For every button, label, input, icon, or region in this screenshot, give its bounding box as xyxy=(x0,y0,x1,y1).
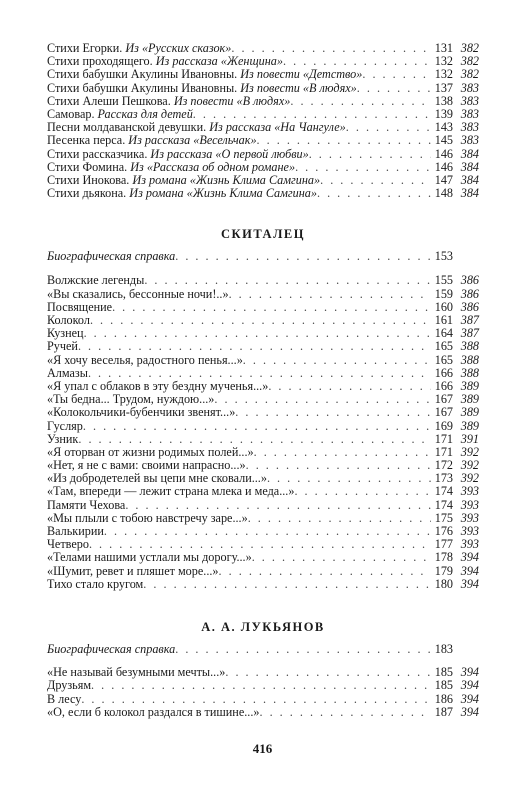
entry-notes-page: 394 xyxy=(460,691,479,706)
entry-source: Из рассказа «Весельчак» xyxy=(128,133,257,148)
entry-page: 166 xyxy=(434,378,453,393)
entry-title-text: Стихи Фомина. xyxy=(47,159,131,174)
toc-page xyxy=(47,42,479,719)
entry-page: 137 xyxy=(434,80,453,95)
entry-page: 185 xyxy=(434,678,453,693)
entry-notes-page: 384 xyxy=(460,172,479,187)
entry-notes-page: 383 xyxy=(460,133,479,148)
entry-title: Четверо xyxy=(47,537,89,552)
bio-page: 153 xyxy=(434,249,453,264)
entry-notes-page: 392 xyxy=(460,458,479,473)
entry-title: «Я оторван от жизни родимых полей...» xyxy=(47,444,254,459)
entry-source: Из рассказа «О первой любви» xyxy=(150,146,309,161)
entry-notes-page: 394 xyxy=(460,704,479,719)
entry-title: «Телами нашими устлали мы дорогу...» xyxy=(47,550,252,565)
entry-notes-page: 389 xyxy=(460,418,479,433)
entry-title: В лесу xyxy=(47,691,82,706)
entry-page: 165 xyxy=(434,352,453,367)
entry-page: 180 xyxy=(434,576,453,591)
entry-title: «Нет, я не с вами: своими напрасно...» xyxy=(47,458,246,473)
toc-section-lukyanov xyxy=(47,666,479,719)
entry-page: 173 xyxy=(434,471,453,486)
entry-notes-page: 382 xyxy=(460,67,479,82)
entry-page: 132 xyxy=(434,54,453,69)
entry-title: Ручей xyxy=(47,339,78,354)
entry-title-text: Стихи Алеши Пешкова. xyxy=(47,93,174,108)
entry-source: Из «Русских сказок» xyxy=(125,41,232,55)
entry-title: «Не называй безумными мечты...» xyxy=(47,665,226,680)
entry-title: Волжские легенды xyxy=(47,273,145,288)
entry-page: 132 xyxy=(434,67,453,82)
entry-page: 161 xyxy=(434,313,453,327)
entry-source: Из романа «Жизнь Клима Самгина» xyxy=(129,186,317,201)
toc-entry xyxy=(47,679,479,692)
entry-title-text: Песенка перса. xyxy=(47,133,129,148)
toc-entry xyxy=(47,274,479,287)
entry-page: 146 xyxy=(434,159,453,174)
entry-page: 160 xyxy=(434,299,453,314)
entry-page: 139 xyxy=(434,106,453,121)
entry-page: 174 xyxy=(434,484,453,499)
entry-title xyxy=(47,187,317,200)
entry-title: «Там, впереди — лежит страна млека и меда...» xyxy=(47,484,295,499)
entry-title-text: Стихи бабушки Акулины Ивановны. xyxy=(47,80,241,95)
entry-notes-page: 382 xyxy=(460,54,479,69)
entry-page: 169 xyxy=(434,418,453,433)
entry-page: 167 xyxy=(434,405,453,420)
entry-notes-page: 383 xyxy=(460,120,479,135)
entry-notes-page: 389 xyxy=(460,378,479,393)
bio-page: 183 xyxy=(434,641,453,656)
entry-title: «Колокольчики-бубенчики звенят...» xyxy=(47,405,236,420)
entry-page: 177 xyxy=(434,537,453,552)
entry-source: Рассказ для детей xyxy=(97,106,193,121)
entry-page: 165 xyxy=(434,339,453,354)
toc-entry xyxy=(47,187,479,200)
entry-page: 176 xyxy=(434,524,453,538)
entry-notes-page: 382 xyxy=(460,41,479,55)
toc-entry xyxy=(47,301,479,314)
toc-entry xyxy=(47,485,479,498)
toc-entry xyxy=(47,512,479,525)
entry-page: 172 xyxy=(434,458,453,473)
entry-page: 159 xyxy=(434,286,453,301)
bio-label: Биографическая справка xyxy=(47,641,176,656)
toc-entry xyxy=(47,525,479,538)
entry-notes-page: 393 xyxy=(460,510,479,525)
entry-notes-page: 384 xyxy=(460,146,479,161)
entry-notes-page: 394 xyxy=(460,665,479,680)
entry-source: Из повести «Детство» xyxy=(240,67,363,82)
entry-notes-page: 393 xyxy=(460,484,479,499)
toc-entry xyxy=(47,314,479,327)
entry-source: Из рассказа «На Чангуле» xyxy=(209,120,346,135)
toc-entry xyxy=(47,706,479,719)
entry-title: «Ты бедна... Трудом, нуждою...» xyxy=(47,392,215,407)
entry-title: Узник xyxy=(47,431,79,446)
entry-title: «Я хочу веселья, радостного пенья...» xyxy=(47,352,243,367)
entry-notes-page: 393 xyxy=(460,524,479,538)
entry-notes-page: 383 xyxy=(460,80,479,95)
toc-entry xyxy=(47,367,479,380)
entry-title-text: Стихи Егорки. xyxy=(47,41,126,55)
entry-notes-page: 383 xyxy=(460,93,479,108)
section-heading-skitalets: СКИТАЛЕЦ xyxy=(221,227,305,242)
entry-title-text: Стихи Инокова. xyxy=(47,172,133,187)
entry-page: 175 xyxy=(434,510,453,525)
toc-entry xyxy=(47,288,479,301)
entry-notes-page: 388 xyxy=(460,365,479,380)
toc-entry xyxy=(47,327,479,340)
entry-title: «Я упал с облаков в эту бездну мученья...» xyxy=(47,378,269,393)
entry-page: 178 xyxy=(434,550,453,565)
entry-source: Из рассказа «Женщина» xyxy=(155,54,283,69)
entry-title: Посвящение xyxy=(47,299,113,314)
entry-page: 179 xyxy=(434,563,453,578)
bio-entry-skitalets xyxy=(47,250,479,263)
entry-page: 166 xyxy=(434,365,453,380)
entry-page: 171 xyxy=(434,431,453,446)
entry-page: 185 xyxy=(434,665,453,680)
entry-source: Из повести «В людях» xyxy=(173,93,291,108)
toc-section-gorky xyxy=(47,42,479,200)
entry-page: 145 xyxy=(434,133,453,148)
entry-page: 174 xyxy=(434,497,453,512)
entry-notes-page: 383 xyxy=(460,106,479,121)
entry-title: Алмазы xyxy=(47,365,88,380)
entry-notes-page: 386 xyxy=(460,299,479,314)
entry-page: 143 xyxy=(434,120,453,135)
entry-title: «Из добродетелей вы цепи мне сковали...» xyxy=(47,471,267,486)
entry-page: 131 xyxy=(434,41,453,55)
entry-notes-page: 393 xyxy=(460,497,479,512)
entry-notes-page: 394 xyxy=(460,576,479,591)
toc-entry xyxy=(47,666,479,679)
toc-entry xyxy=(47,406,479,419)
entry-page: 164 xyxy=(434,326,453,341)
entry-notes-page: 388 xyxy=(460,352,479,367)
entry-title: Колокол xyxy=(47,313,90,327)
entry-title-text: Стихи рассказчика. xyxy=(47,146,151,161)
entry-notes-page: 394 xyxy=(460,563,479,578)
entry-title: «Вы сказались, бессонные ночи!..» xyxy=(47,286,229,301)
entry-title: «Шумит, ревет и пляшет море...» xyxy=(47,563,219,578)
entry-notes-page: 384 xyxy=(460,159,479,174)
entry-notes-page: 386 xyxy=(460,273,479,288)
entry-title-text: Стихи дьякона. xyxy=(47,186,130,201)
entry-notes-page: 387 xyxy=(460,326,479,341)
toc-entry xyxy=(47,565,479,578)
entry-page: 148 xyxy=(434,186,453,201)
entry-source: Из повести «В людях» xyxy=(240,80,357,95)
entry-notes-page: 389 xyxy=(460,405,479,420)
entry-notes-page: 389 xyxy=(460,392,479,407)
section-heading-lukyanov: А. А. ЛУКЬЯНОВ xyxy=(201,619,325,634)
entry-page: 186 xyxy=(434,691,453,706)
entry-title: Кузнец xyxy=(47,326,84,341)
entry-title-text: Стихи бабушки Акулины Ивановны. xyxy=(47,67,241,82)
toc-entry xyxy=(47,551,479,564)
entry-title: Друзьям xyxy=(47,678,92,693)
page-number: 416 xyxy=(252,741,273,756)
entry-notes-page: 388 xyxy=(460,339,479,354)
entry-notes-page: 384 xyxy=(460,186,479,201)
toc-entry xyxy=(47,693,479,706)
entry-title: Тихо стало кругом xyxy=(47,576,144,591)
entry-source: Из романа «Жизнь Клима Самгина» xyxy=(132,172,321,187)
entry-notes-page: 392 xyxy=(460,444,479,459)
toc-entry xyxy=(47,499,479,512)
entry-title-text: Самовар. xyxy=(47,106,98,121)
toc-entry xyxy=(47,578,479,591)
toc-entry xyxy=(47,420,479,433)
entry-notes-page: 394 xyxy=(460,550,479,565)
entry-title: «О, если б колокол раздался в тишине...» xyxy=(47,704,260,719)
entry-title-text: Стихи проходящего. xyxy=(47,54,156,69)
bio-entry-lukyanov xyxy=(47,643,479,656)
toc-section-skitalets xyxy=(47,274,479,591)
entry-page: 187 xyxy=(434,704,453,719)
entry-title: Гусляр xyxy=(47,418,83,433)
entry-notes-page: 392 xyxy=(460,471,479,486)
entry-page: 155 xyxy=(434,273,453,288)
entry-page: 138 xyxy=(434,93,453,108)
entry-page: 146 xyxy=(434,146,453,161)
entry-source: Из «Рассказа об одном романе» xyxy=(130,159,296,174)
toc-entry xyxy=(47,354,479,367)
entry-page: 167 xyxy=(434,392,453,407)
entry-notes-page: 386 xyxy=(460,286,479,301)
entry-title: «Мы плыли с тобою навстречу заре...» xyxy=(47,510,248,525)
entry-notes-page: 393 xyxy=(460,537,479,552)
toc-entry xyxy=(47,433,479,446)
entry-page: 147 xyxy=(434,172,453,187)
toc-entry xyxy=(47,340,479,353)
entry-title: Памяти Чехова xyxy=(47,497,126,512)
bio-label: Биографическая справка xyxy=(47,249,176,264)
entry-title-text: Песни молдаванской девушки. xyxy=(47,120,210,135)
entry-notes-page: 387 xyxy=(460,313,479,327)
entry-page: 171 xyxy=(434,444,453,459)
entry-notes-page: 394 xyxy=(460,678,479,693)
entry-notes-page: 391 xyxy=(460,431,479,446)
entry-title: Валькирии xyxy=(47,524,104,538)
